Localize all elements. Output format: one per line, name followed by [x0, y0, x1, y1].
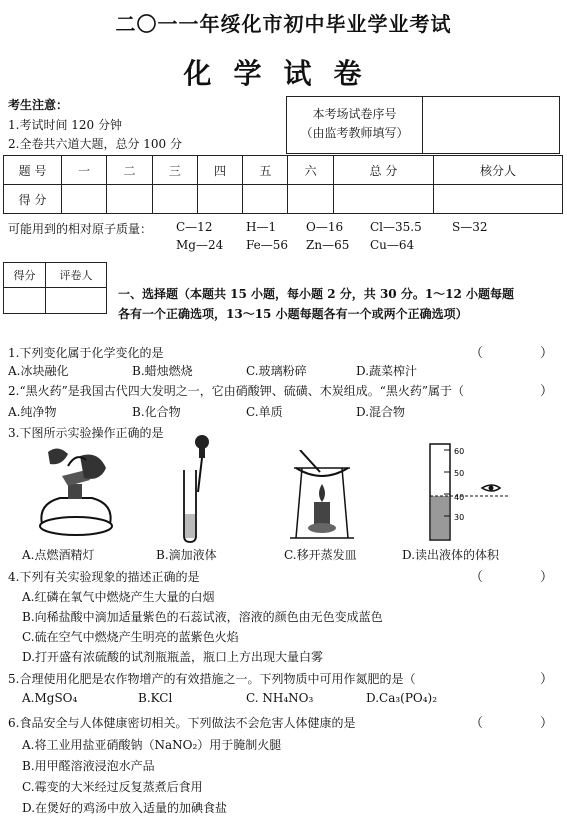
- score-header-cell: 四: [197, 156, 242, 185]
- score-cell[interactable]: [197, 185, 242, 214]
- atomic-mass-item: Mg—24: [176, 238, 224, 252]
- score-header-cell: 五: [243, 156, 288, 185]
- score-table-header-row: [4, 156, 563, 185]
- score-table: [3, 155, 563, 214]
- atomic-mass-item: O—16: [306, 220, 344, 234]
- notice-heading: 考生注意：: [8, 98, 69, 112]
- q4-option-d: D.打开盛有浓硫酸的试剂瓶瓶盖，瓶口上方出现大量白雾: [22, 650, 324, 664]
- score-header-cell: 二: [107, 156, 152, 185]
- serial-input-area[interactable]: [424, 97, 559, 153]
- q2-option-b: B.化合物: [132, 405, 181, 419]
- score-cell[interactable]: [152, 185, 197, 214]
- atomic-mass-item: Cl—35.5: [370, 220, 422, 234]
- section-heading-line2: 各有一个正确选项，13～15 小题每题各有一个或两个正确选项）: [118, 307, 468, 321]
- alcohol-lamp-figure: [28, 446, 128, 540]
- answer-paren-open[interactable]: （: [470, 716, 484, 731]
- q2-option-c: C.单质: [246, 405, 283, 419]
- q1-option-b: B.蜡烛燃烧: [132, 364, 193, 378]
- section-heading: [118, 284, 558, 324]
- cylinder-tick-label: 50: [454, 469, 465, 478]
- atomic-mass-item: S—32: [452, 220, 488, 234]
- grader-name-label: 评卷人: [46, 263, 106, 288]
- score-row-label: 得 分: [4, 185, 62, 214]
- q3-option-a: A.点燃酒精灯: [22, 548, 95, 562]
- score-header-cell: 三: [152, 156, 197, 185]
- q3-option-d: D.读出液体的体积: [402, 548, 500, 562]
- score-cell[interactable]: [288, 185, 333, 214]
- q6-option-d: D.在煲好的鸡汤中放入适量的加碘食盐: [22, 801, 228, 815]
- atomic-mass-item: C—12: [176, 220, 213, 234]
- question-3-stem: 3.下图所示实验操作正确的是: [8, 426, 164, 440]
- question-2-stem: 2.“黑火药”是我国古代四大发明之一，它由硝酸钾、硫磺、木炭组成。“黑火药”属于（: [8, 384, 464, 398]
- question-4-stem: 4.下列有关实验现象的描述正确的是: [8, 570, 200, 584]
- serial-label-line1: 本考场试卷序号: [312, 107, 397, 121]
- q3-option-c: C.移开蒸发皿: [284, 548, 357, 562]
- score-header-cell: 六: [288, 156, 333, 185]
- q4-option-a: A.红磷在氧气中燃烧产生大量的白烟: [22, 590, 215, 604]
- question-5-stem: 5.合理使用化肥是农作物增产的有效措施之一。下列物质中可用作氮肥的是（: [8, 672, 416, 686]
- q6-option-b: B.用甲醛溶液浸泡水产品: [22, 759, 155, 773]
- subject-title: 化学试卷: [183, 57, 384, 90]
- score-cell[interactable]: [243, 185, 288, 214]
- score-cell[interactable]: [333, 185, 433, 214]
- dropper-figure: [178, 434, 218, 544]
- serial-label-line2: （由监考教师填写）: [300, 126, 409, 140]
- answer-paren-close: ）: [540, 346, 554, 361]
- score-header-cell: 一: [62, 156, 107, 185]
- q3-option-b: B.滴加液体: [156, 548, 217, 562]
- grader-name-input[interactable]: [46, 288, 106, 313]
- score-cell[interactable]: [107, 185, 152, 214]
- q5-option-c: C. NH₄NO₃: [246, 691, 314, 705]
- q2-option-d: D.混合物: [356, 405, 406, 419]
- atomic-mass-item: Fe—56: [246, 238, 289, 252]
- q4-option-c: C.硫在空气中燃烧产生明亮的蓝紫色火焰: [22, 630, 239, 644]
- grader-score-label: 得分: [4, 263, 46, 288]
- score-table-score-row: [4, 185, 563, 214]
- cylinder-tick-label: 60: [454, 447, 465, 456]
- serial-number-box: [286, 96, 560, 154]
- question-1-stem: 1.下列变化属于化学变化的是: [8, 346, 164, 360]
- grader-score-input[interactable]: [4, 288, 46, 313]
- grader-box: [3, 262, 107, 314]
- q5-option-b: B.KCl: [138, 691, 173, 705]
- answer-paren-close: ）: [540, 570, 554, 585]
- question-6-stem: 6.食品安全与人体健康密切相关。下列做法不会危害人体健康的是: [8, 716, 356, 730]
- atomic-mass-item: Cu—64: [370, 238, 415, 252]
- q1-option-c: C.玻璃粉碎: [246, 364, 307, 378]
- answer-paren-close: ）: [540, 384, 554, 399]
- score-header-cell: 题 号: [4, 156, 62, 185]
- score-cell[interactable]: [434, 185, 563, 214]
- q4-option-b: B.向稀盐酸中滴加适量紫色的石蕊试液，溶液的颜色由无色变成蓝色: [22, 610, 383, 624]
- q2-option-a: A.纯净物: [8, 405, 57, 419]
- section-heading-line1: 一、选择题（本题共 15 小题，每小题 2 分，共 30 分。1～12 小题每题: [118, 287, 515, 301]
- cylinder-tick-label: 40: [454, 493, 465, 502]
- answer-paren-open[interactable]: （: [470, 346, 484, 361]
- exam-title: 二〇一一年绥化市初中毕业学业考试: [115, 12, 452, 36]
- cylinder-tick-label: 30: [454, 513, 465, 522]
- answer-paren-close: ）: [540, 716, 554, 731]
- q1-option-d: D.蔬菜榨汁: [356, 364, 418, 378]
- score-header-cell: 总 分: [333, 156, 433, 185]
- q6-option-a: A.将工业用盐亚硝酸钠（NaNO₂）用于腌制火腿: [22, 738, 282, 752]
- serial-label: [287, 97, 423, 153]
- atomic-mass-label: 可能用到的相对原子质量：: [8, 222, 153, 236]
- q5-option-d: D.Ca₃(PO₄)₂: [366, 691, 438, 705]
- notice-item: 2.全卷共六道大题，总分 100 分: [8, 137, 182, 151]
- q6-option-c: C.霉变的大米经过反复蒸煮后食用: [22, 780, 203, 794]
- evaporating-dish-figure: [290, 450, 354, 542]
- q5-option-a: A.MgSO₄: [22, 691, 78, 705]
- answer-paren-open[interactable]: （: [470, 570, 484, 585]
- notice-item: 1.考试时间 120 分钟: [8, 118, 122, 132]
- score-header-cell: 核分人: [434, 156, 563, 185]
- score-cell[interactable]: [62, 185, 107, 214]
- atomic-mass-item: H—1: [246, 220, 277, 234]
- q1-option-a: A.冰块融化: [8, 364, 69, 378]
- answer-paren-close: ）: [540, 672, 554, 687]
- graduated-cylinder-figure: [420, 442, 516, 542]
- atomic-mass-item: Zn—65: [306, 238, 350, 252]
